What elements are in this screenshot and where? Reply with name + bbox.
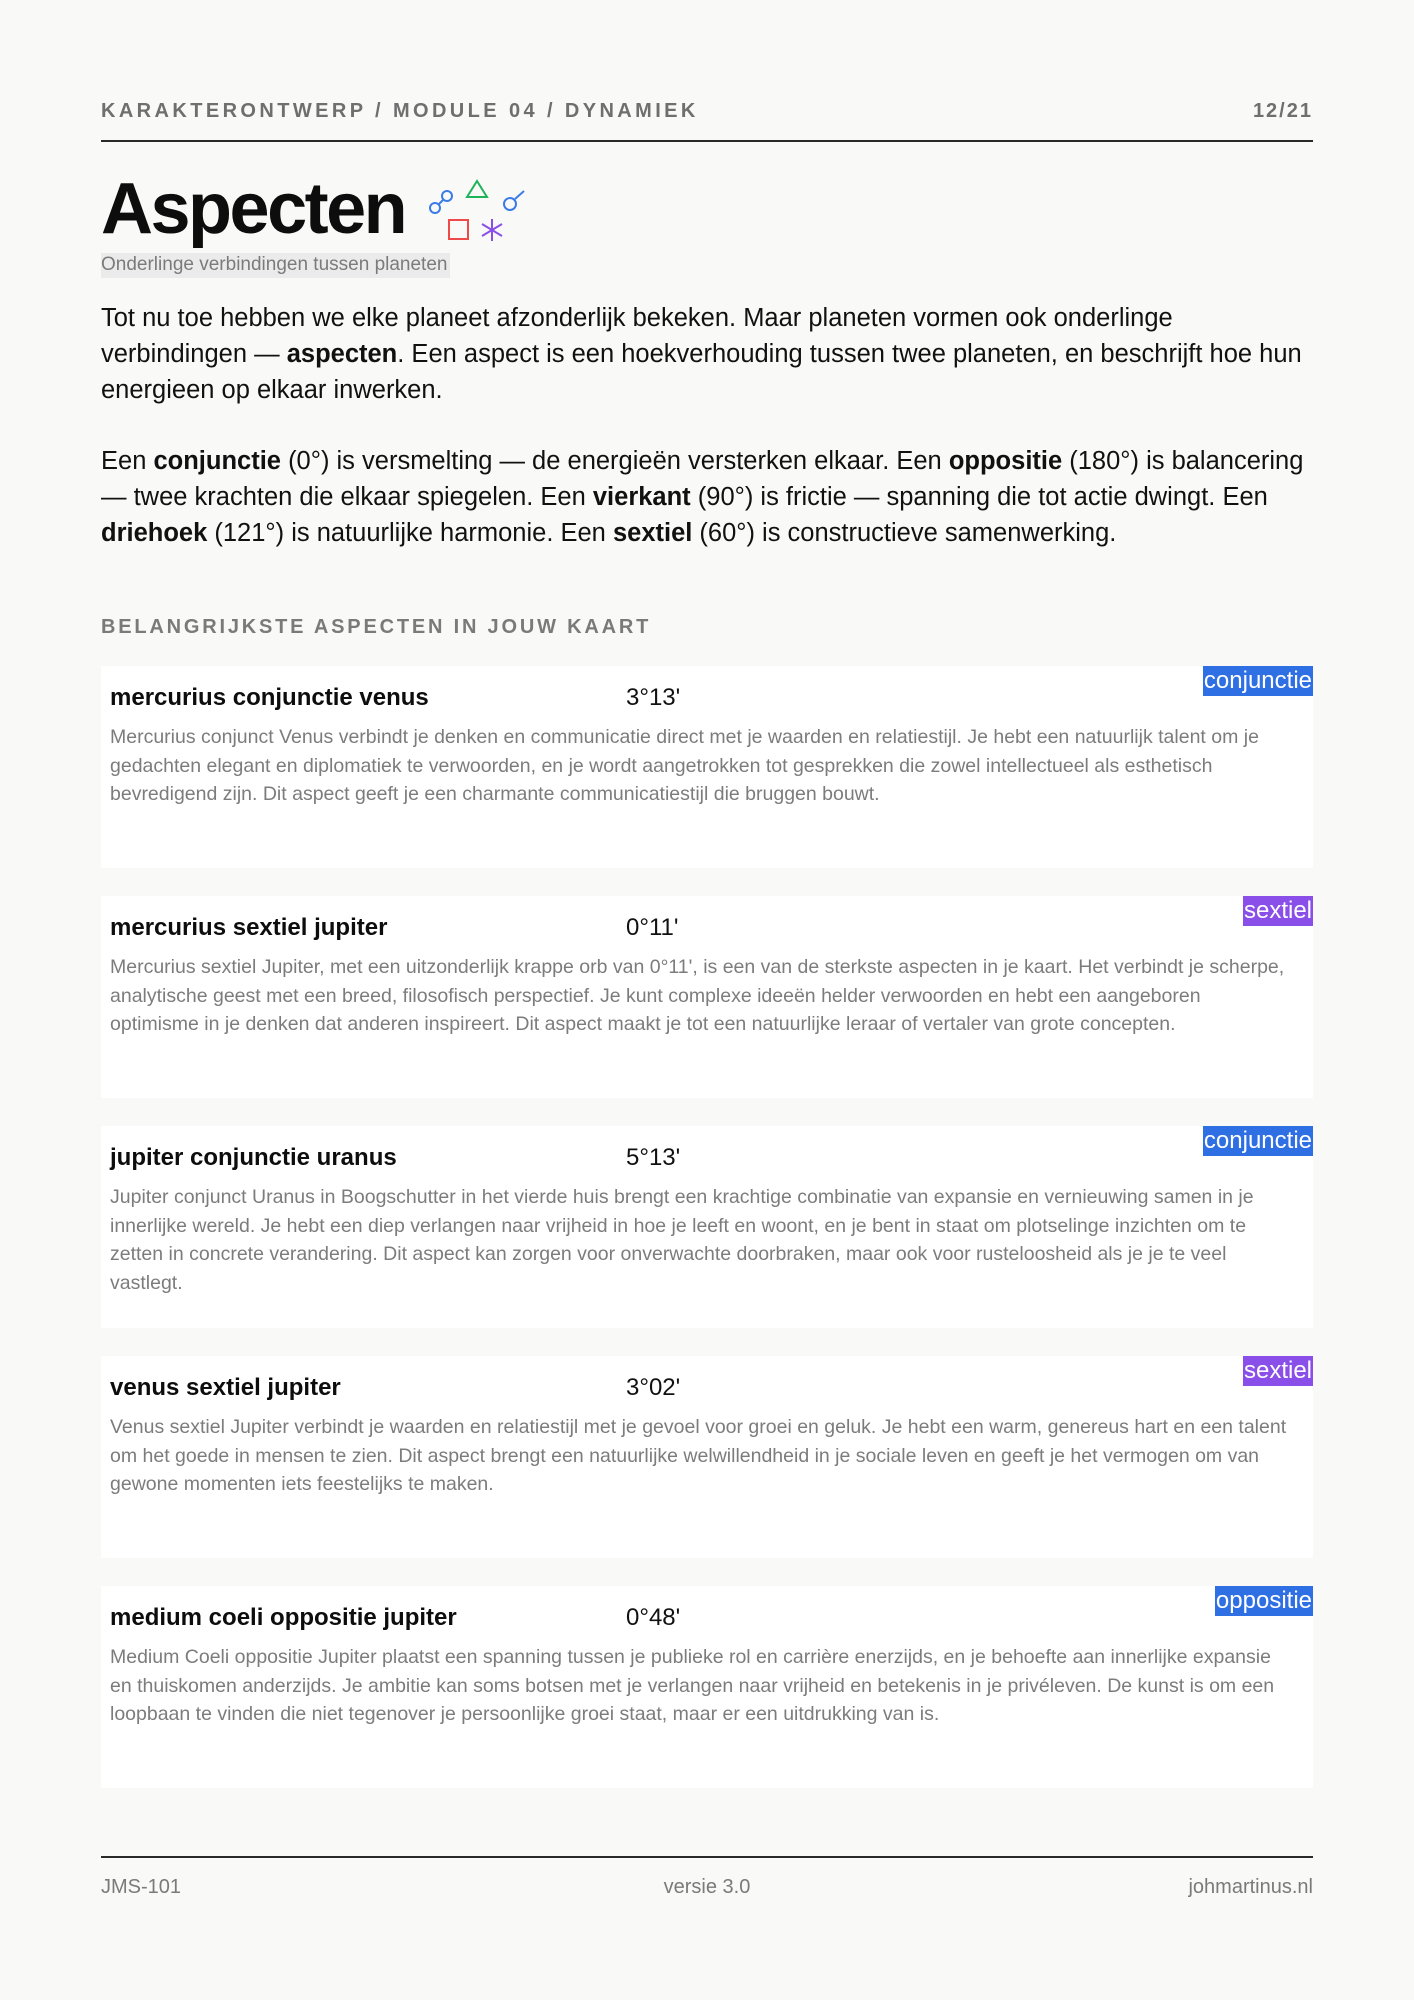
aspect-description: Medium Coeli oppositie Jupiter plaatst een spanning tussen je publieke rol en carrière enerzijds, en je behoefte aan innerlijke expansie en thuiskomen anderzijds. Je ambitie kan soms botsen met je verlangen naar vrijheid en betekenis in je privéleven. De kunst is om een loopbaan te vinden die niet tegenover je persoonlijke groei staat, maar er een uitdrukking van is. bbox=[110, 1646, 1275, 1725]
aspect-card bbox=[101, 896, 1313, 1098]
aspect-orb: 3°13' bbox=[626, 684, 681, 711]
aspect-orb: 5°13' bbox=[626, 1144, 681, 1171]
section-label: BELANGRIJKSTE ASPECTEN IN JOUW KAART bbox=[101, 616, 652, 638]
conjunctie-glyph-icon bbox=[430, 191, 452, 213]
aspect-type-badge: conjunctie bbox=[1203, 667, 1312, 694]
aspect-name: medium coeli oppositie jupiter bbox=[110, 1604, 457, 1631]
aspect-term: conjunctie bbox=[153, 447, 281, 475]
page-title: Aspecten bbox=[101, 169, 406, 249]
page-number: 12/21 bbox=[1252, 99, 1313, 122]
aspect-description: Mercurius sextiel Jupiter, met een uitzonderlijk krappe orb van 0°11', is een van de sterkste aspecten in je kaart. Het verbindt je scherpe, analytische geest met een breed, filosofisch perspectief. Je kunt complexe ideeën helder verwoorden en hebt een aangeboren optimisme in je denken dat anderen inspireert. Dit aspect maakt je tot een natuurlijke leraar of vertaler van grote concepten. bbox=[110, 956, 1285, 1035]
aspect-card bbox=[101, 1586, 1313, 1788]
aspect-description: Mercurius conjunct Venus verbindt je denken en communicatie direct met je waarden en relatiestijl. Je hebt een natuurlijk talent om je gedachten elegant en diplomatiek te verwoorden, en je wordt aangetrokken tot gesprekken die zowel intellectueel als esthetisch bevredigend zijn. Dit aspect geeft je een charmante communicatiestijl die bruggen bouwt. bbox=[110, 726, 1259, 805]
aspect-card bbox=[101, 1356, 1313, 1558]
aspect-description: Jupiter conjunct Uranus in Boogschutter in het vierde huis brengt een krachtige combinatie van expansie en vernieuwing samen in je innerlijke wereld. Je hebt een diep verlangen naar vrijheid in hoe je leeft en woont, en je bent in staat om plotselinge inzichten om te zetten in concrete verandering. Dit aspect kan zorgen voor onverwachte doorbraken, maar ook voor rusteloosheid als je je te veel vastlegt. bbox=[110, 1186, 1254, 1294]
aspect-name: venus sextiel jupiter bbox=[110, 1374, 341, 1401]
footer-version: versie 3.0 bbox=[663, 1876, 751, 1898]
aspect-description: Venus sextiel Jupiter verbindt je waarden en relatiestijl met je gevoel voor groei en geluk. Je hebt een warm, genereus hart en een talent om het goede in mensen te zien. Dit aspect brengt een natuurlijke welwillendheid in je sociale leven en geeft je het vermogen om van gewone momenten iets feestelijks te maken. bbox=[110, 1416, 1287, 1495]
oppositie-glyph-icon bbox=[504, 191, 524, 210]
aspect-type-badge: sextiel bbox=[1243, 1357, 1312, 1384]
aspect-term: vierkant bbox=[592, 483, 691, 511]
aspect-orb: 3°02' bbox=[626, 1374, 681, 1401]
aspect-term: oppositie bbox=[948, 447, 1063, 475]
aspect-name: jupiter conjunctie uranus bbox=[110, 1144, 397, 1171]
footer-site-link[interactable]: johmartinus.nl bbox=[1188, 1876, 1313, 1898]
vierkant-glyph-icon bbox=[449, 220, 468, 239]
aspect-name: mercurius conjunctie venus bbox=[110, 684, 429, 711]
header-bar bbox=[101, 100, 1313, 122]
aspect-orb: 0°11' bbox=[626, 914, 679, 941]
driehoek-glyph-icon bbox=[467, 181, 487, 197]
sextiel-glyph-icon bbox=[482, 219, 502, 241]
header-divider bbox=[101, 140, 1313, 142]
aspect-orb: 0°48' bbox=[626, 1604, 681, 1631]
intro-paragraph-2: Een conjunctie (0°) is versmelting — de energieën versterken elkaar. Een oppositie (180°) is balancering — twee krachten die elkaar spiegelen. Een vierkant (90°) is frictie — spanning die tot actie dwingt. Een driehoek (121°) is natuurlijke harmonie. Een sextiel (60°) is constructieve samenwerking. bbox=[101, 447, 1304, 547]
page-subtitle: Onderlinge verbindingen tussen planeten bbox=[101, 253, 450, 278]
aspect-type-badge: oppositie bbox=[1215, 1587, 1312, 1614]
intro-text bbox=[101, 300, 1313, 551]
footer bbox=[101, 1876, 1313, 1902]
aspect-term: sextiel bbox=[612, 519, 693, 547]
aspect-type-badge: conjunctie bbox=[1203, 1127, 1312, 1154]
title-row bbox=[101, 168, 527, 250]
intro-paragraph-1: Tot nu toe hebben we elke planeet afzonderlijk bekeken. Maar planeten vormen ook onderlinge verbindingen — aspecten. Een aspect is een hoekverhouding tussen twee planeten, en beschrijft hoe hun energieen op elkaar inwerken. bbox=[101, 304, 1302, 404]
page bbox=[101, 0, 1313, 2000]
aspect-card bbox=[101, 666, 1313, 868]
aspect-term: driehoek bbox=[101, 519, 208, 547]
aspect-glyphs-icon bbox=[427, 178, 527, 244]
breadcrumb: KARAKTERONTWERP / MODULE 04 / DYNAMIEK bbox=[101, 99, 699, 122]
aspect-type-badge: sextiel bbox=[1243, 897, 1312, 924]
aspect-name: mercurius sextiel jupiter bbox=[110, 914, 388, 941]
footer-code: JMS-101 bbox=[101, 1876, 182, 1898]
footer-divider bbox=[101, 1856, 1313, 1858]
aspect-card bbox=[101, 1126, 1313, 1328]
